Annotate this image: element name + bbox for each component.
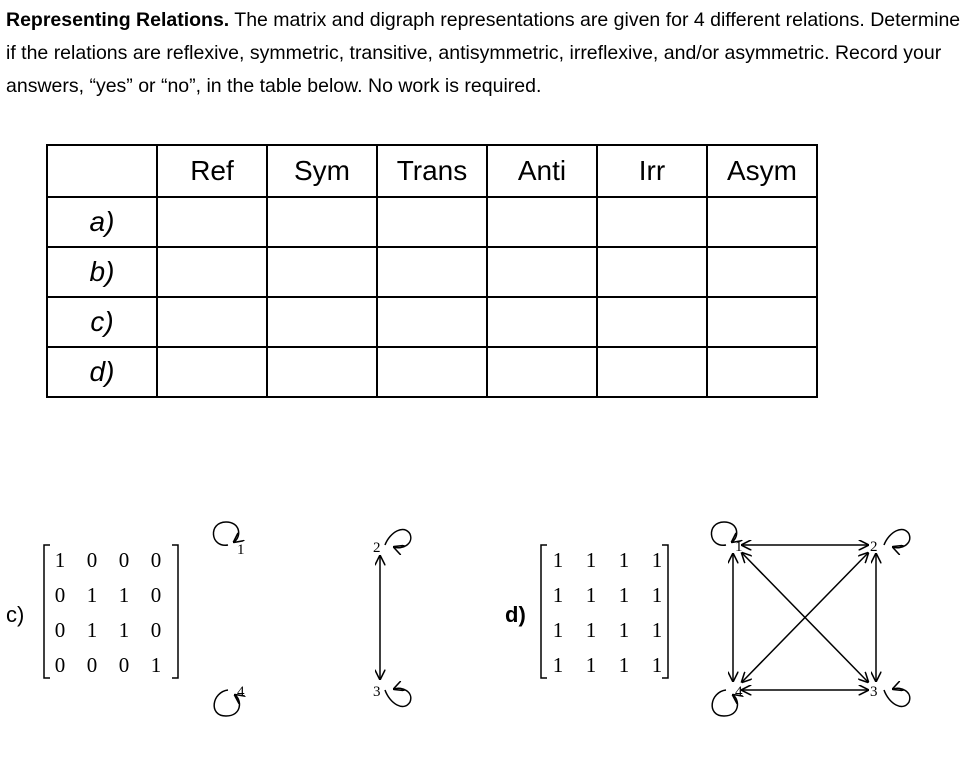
matrix-cell: 1 [651,618,663,642]
matrix-cell: 1 [552,618,564,642]
matrix-cell: 0 [150,618,162,642]
matrix-cell: 0 [54,583,66,607]
loop-node-d-1 [711,522,736,545]
matrix-c-right-bracket [172,545,178,678]
loop-node-1 [213,522,238,545]
matrix-cell: 1 [118,618,130,642]
loop-node-4 [214,690,239,716]
matrix-cell: 1 [585,583,597,607]
relation-d-label: d) [505,602,526,627]
row-label-b: b) [47,247,157,297]
matrix-cell: 1 [585,618,597,642]
matrix-cell: 0 [86,548,98,572]
header-ref: Ref [157,145,267,197]
matrix-cell: 1 [150,653,162,677]
matrix-cell: 1 [552,583,564,607]
node-c-2: 2 [373,540,381,556]
matrix-cell: 1 [651,548,663,572]
matrix-cell: 1 [651,583,663,607]
node-d-3: 3 [870,684,878,700]
header-anti: Anti [487,145,597,197]
loop-node-d-2 [884,530,910,548]
matrix-cell: 1 [86,583,98,607]
row-label-d: d) [47,347,157,397]
matrix-cell: 1 [618,583,630,607]
instructions-text: The matrix and digraph representations are given for 4 different relations. Determine if the relations are reflexive, symmetric, transitive, antisymmetric, irreflexive, and/or asymmetric. Record your answers, “yes” or “no”, in the table below. No work is required. [6,9,961,97]
matrix-cell: 0 [150,583,162,607]
loop-node-d-4 [712,690,737,716]
matrix-cell: 1 [552,548,564,572]
node-d-4: 4 [735,684,743,700]
matrix-c-brackets [44,545,178,678]
node-d-2: 2 [870,539,878,555]
matrix-d-right-bracket [662,545,668,678]
matrix-cell: 1 [585,548,597,572]
matrix-cell: 1 [618,618,630,642]
loop-node-2 [385,530,411,548]
matrix-cell: 0 [86,653,98,677]
matrix-cell: 1 [618,548,630,572]
relation-c-label: c) [6,602,25,627]
row-label-a: a) [47,197,157,247]
matrix-d-left-bracket [541,545,547,678]
node-c-4: 4 [237,684,245,700]
matrix-cell: 1 [86,618,98,642]
matrix-c-left-bracket [44,545,50,678]
header-trans: Trans [377,145,487,197]
header-irr: Irr [597,145,707,197]
matrix-cell: 1 [54,548,66,572]
loop-node-3 [385,688,411,706]
row-label-c: c) [47,297,157,347]
matrix-cell: 0 [54,618,66,642]
matrix-cell: 1 [618,653,630,677]
matrix-cell: 1 [585,653,597,677]
loop-node-d-3 [884,688,910,706]
matrix-cell: 1 [118,583,130,607]
matrix-cell: 1 [651,653,663,677]
digraph-c-labels [237,540,381,700]
matrix-cell: 0 [118,548,130,572]
matrix-cell: 0 [150,548,162,572]
instructions-title: Representing Relations. [6,9,230,31]
node-c-1: 1 [237,542,245,558]
header-sym: Sym [267,145,377,197]
node-c-3: 3 [373,684,381,700]
matrix-d-brackets [541,545,668,678]
node-d-1: 1 [735,539,743,555]
header-asym: Asym [707,145,817,197]
matrix-cell: 0 [118,653,130,677]
matrix-cell: 1 [552,653,564,677]
matrix-cell: 0 [54,653,66,677]
